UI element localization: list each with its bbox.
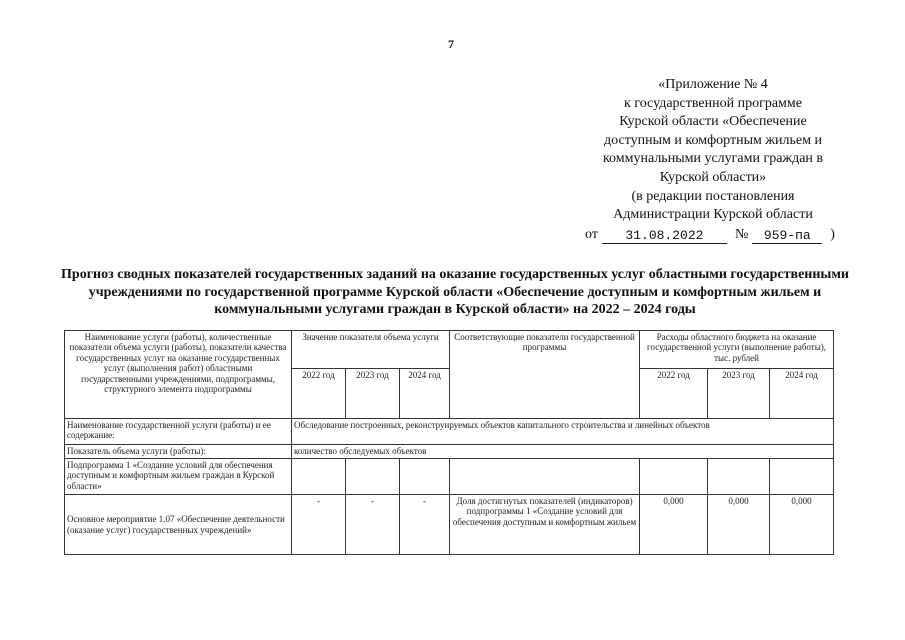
appendix-block xyxy=(585,76,841,244)
empty-cell xyxy=(450,459,640,495)
header-budget-expenses: Расходы областного бюджета на оказание государственной услуги (выполнение работы), тыс. рублей xyxy=(640,331,834,369)
header-year: 2022 год xyxy=(292,369,346,419)
appendix-line: Администрации Курской области xyxy=(613,207,813,223)
appendix-date-line xyxy=(585,226,841,245)
empty-cell xyxy=(708,459,770,495)
header-year: 2022 год xyxy=(640,369,708,419)
empty-cell xyxy=(640,459,708,495)
decree-date: 31.08.2022 xyxy=(602,228,727,244)
volume-indicator-value: количество обследуемых объектов xyxy=(292,445,834,459)
decree-number: 959-па xyxy=(752,228,822,244)
program-indicator: Доля достигнутых показателей (индикаторов) подпрограммы 1 «Создание условий для обеспечения доступным и комфортным жильем xyxy=(450,495,640,555)
page-number: 7 xyxy=(448,37,454,51)
measure-label: Основное мероприятие 1.07 «Обеспечение деятельности (оказание услуг) государственных учреждений» xyxy=(65,495,292,555)
forecast-table xyxy=(64,330,834,555)
header-program-indicators: Соответствующие показатели государственной программы xyxy=(450,331,640,419)
volume-value: - xyxy=(346,495,400,555)
volume-value: - xyxy=(400,495,450,555)
expense-value: 0,000 xyxy=(770,495,834,555)
document-title: Прогноз сводных показателей государственных заданий на оказание государственных услуг областными государственными учреждениями по государственной программе Курской области «Обеспечение доступным и комфортным жильем и коммунальными услугами граждан в Курской области» на 2022 – 2024 годы xyxy=(61,267,849,317)
header-volume-value: Значение показателя объема услуги xyxy=(292,331,450,369)
date-prefix: от xyxy=(585,226,598,242)
header-year: 2024 год xyxy=(770,369,834,419)
empty-cell xyxy=(400,459,450,495)
header-year: 2023 год xyxy=(708,369,770,419)
appendix-line: «Приложение № 4 xyxy=(658,77,768,92)
appendix-line: (в редакции постановления xyxy=(631,188,795,204)
appendix-line: доступным и комфортным жильем и xyxy=(604,132,822,148)
empty-cell xyxy=(346,459,400,495)
expense-value: 0,000 xyxy=(640,495,708,555)
appendix-line: Курской области «Обеспечение xyxy=(619,114,807,130)
volume-value: - xyxy=(292,495,346,555)
header-year: 2024 год xyxy=(400,369,450,419)
empty-cell xyxy=(292,459,346,495)
header-service-name: Наименование услуги (работы), количественные показатели объема услуги (работы), показатели качества государственных услуг на оказание государственных услуг (выполнения работ) областными государственными учреждениями, подпрограммы, структурного элемента подпрограммы xyxy=(65,331,292,419)
appendix-line: к государственной программе xyxy=(624,95,802,111)
service-name-value: Обследование построенных, реконструируемых объектов капитального строительства и линейных объектов xyxy=(292,419,834,445)
header-year: 2023 год xyxy=(346,369,400,419)
empty-cell xyxy=(770,459,834,495)
subprogram-label: Подпрограмма 1 «Создание условий для обеспечения доступным и комфортным жильем граждан в Курской области» xyxy=(65,459,292,495)
expense-value: 0,000 xyxy=(708,495,770,555)
appendix-line: Курской области» xyxy=(659,169,767,185)
service-name-label: Наименование государственной услуги (работы) и ее содержание: xyxy=(65,419,292,445)
volume-indicator-label: Показатель объема услуги (работы): xyxy=(65,445,292,459)
appendix-line: коммунальными услугами граждан в xyxy=(602,151,824,167)
closing-bracket: ) xyxy=(830,226,835,242)
number-prefix: № xyxy=(734,226,749,242)
